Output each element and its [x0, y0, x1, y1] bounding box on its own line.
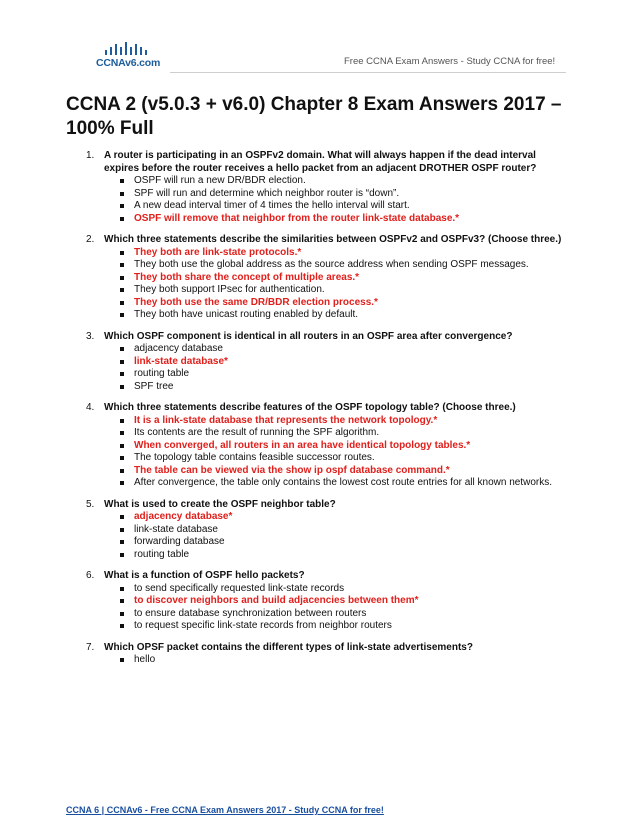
question-item [70, 642, 570, 667]
question-item [70, 570, 570, 633]
answer-option: Its contents are the result of running the SPF algorithm. [134, 427, 570, 440]
question-item [70, 234, 570, 322]
header-tagline: Free CCNA Exam Answers - Study CCNA for free! [344, 56, 556, 67]
question-number: 6. [86, 570, 95, 581]
question-text: What is used to create the OSPF neighbor table? [104, 498, 336, 510]
question-text: A router is participating in an OSPFv2 domain. What will always happen if the dead interval expires before the router receives a hello packet from an adjacent DROTHER OSPF router? [104, 150, 537, 174]
correct-answer-option: They both share the concept of multiple areas.* [134, 272, 570, 285]
answer-option: routing table [134, 368, 570, 381]
correct-answer-option: It is a link-state database that represents the network topology.* [134, 415, 570, 428]
question-item [70, 402, 570, 490]
question-number: 4. [86, 402, 95, 413]
question-item [70, 499, 570, 562]
question-text: Which OSPF component is identical in all routers in an OSPF area after convergence? [104, 330, 513, 342]
answer-option: A new dead interval timer of 4 times the hello interval will start. [134, 200, 570, 213]
answer-option: to send specifically requested link-state records [134, 583, 570, 596]
answer-option: They both use the global address as the source address when sending OSPF messages. [134, 259, 570, 272]
correct-answer-option: They both are link-state protocols.* [134, 247, 570, 260]
page-header [0, 0, 638, 80]
answer-option: After convergence, the table only contains the lowest cost route entries for all known networks. [134, 477, 570, 490]
correct-answer-option: OSPF will remove that neighbor from the router link-state database.* [134, 213, 570, 226]
question-text: Which OPSF packet contains the different types of link-state advertisements? [104, 641, 473, 653]
question-number: 2. [86, 234, 95, 245]
answer-option: routing table [134, 549, 570, 562]
question-number: 7. [86, 641, 95, 653]
answer-option: hello [134, 654, 570, 667]
header-divider [170, 72, 566, 73]
correct-answer-option: The table can be viewed via the show ip ospf database command.* [134, 465, 570, 478]
page-title: CCNA 2 (v5.0.3 + v6.0) Chapter 8 Exam Answers 2017 – 100% Full [66, 94, 562, 139]
answer-option: OSPF will run a new DR/BDR election. [134, 175, 570, 188]
question-text: What is a function of OSPF hello packets? [104, 570, 305, 581]
correct-answer-option: adjacency database* [134, 511, 570, 524]
question-item [70, 331, 570, 394]
correct-answer-option: link-state database* [134, 356, 570, 369]
question-text: Which three statements describe features of the OSPF topology table? (Choose three.) [104, 402, 516, 413]
answer-option: SPF will run and determine which neighbor router is “down”. [134, 188, 570, 201]
logo-text: CCNAv6.com [96, 57, 161, 69]
answer-option: adjacency database [134, 343, 570, 356]
question-number: 3. [86, 330, 95, 342]
answer-option: The topology table contains feasible successor routes. [134, 452, 570, 465]
question-item [70, 150, 570, 225]
site-logo[interactable] [96, 42, 160, 72]
question-list [70, 150, 570, 676]
answer-option: to request specific link-state records from neighbor routers [134, 620, 570, 633]
answer-option: forwarding database [134, 536, 570, 549]
question-number: 1. [86, 150, 95, 161]
correct-answer-option: They both use the same DR/BDR election process.* [134, 297, 570, 310]
answer-option: They both support IPsec for authentication. [134, 284, 570, 297]
answer-option: SPF tree [134, 381, 570, 394]
footer-link[interactable]: CCNA 6 | CCNAv6 - Free CCNA Exam Answers 2017 - Study CCNA for free! [66, 805, 384, 815]
answer-option: link-state database [134, 524, 570, 537]
correct-answer-option: When converged, all routers in an area have identical topology tables.* [134, 440, 570, 453]
answer-option: They both have unicast routing enabled by default. [134, 309, 570, 322]
question-text: Which three statements describe the similarities between OSPFv2 and OSPFv3? (Choose three.) [104, 234, 562, 245]
correct-answer-option: to discover neighbors and build adjacencies between them* [134, 595, 570, 608]
cisco-bars-icon [104, 42, 150, 56]
question-number: 5. [86, 498, 95, 510]
answer-option: to ensure database synchronization between routers [134, 608, 570, 621]
